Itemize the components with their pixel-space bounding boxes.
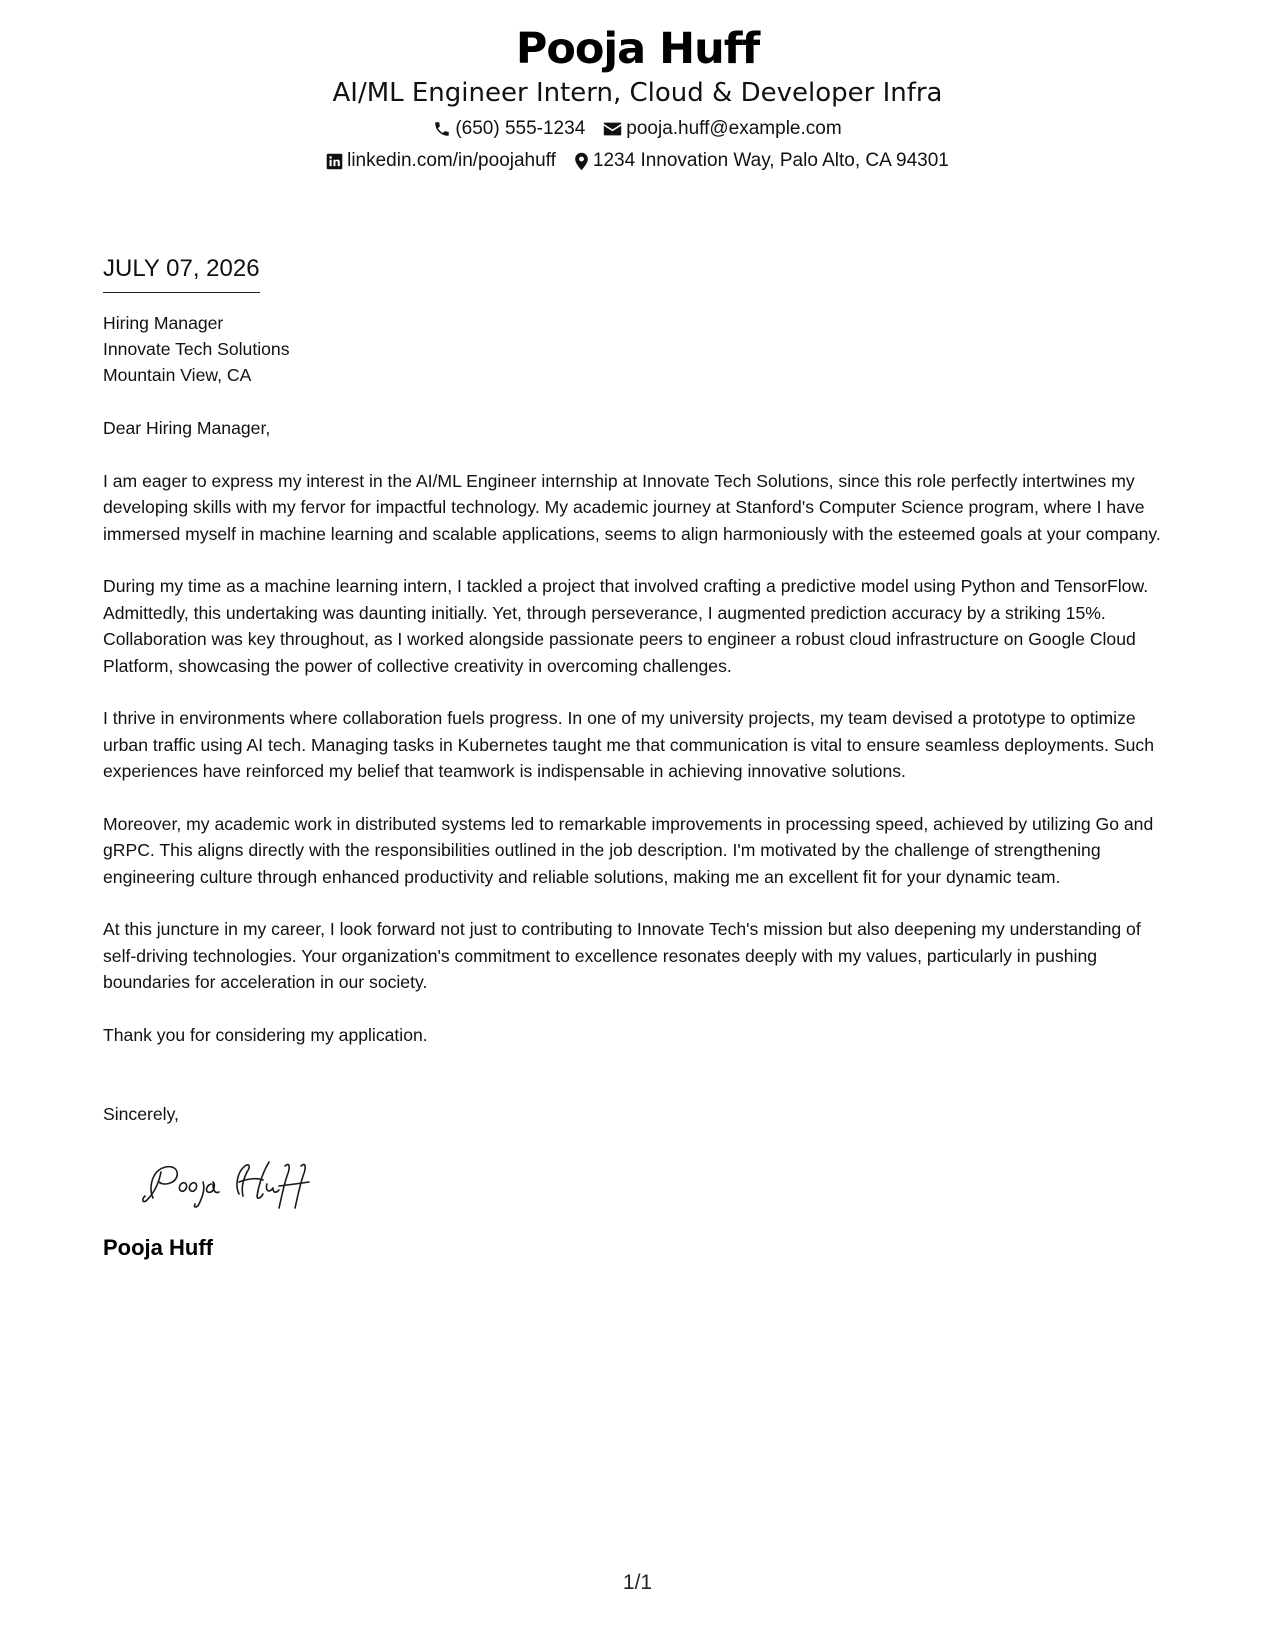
linkedin-icon <box>326 153 343 170</box>
recipient-location: Mountain View, CA <box>103 365 252 385</box>
body-paragraph: I thrive in environments where collaboration fuels progress. In one of my university projects, my team devised a prototype to optimize urban traffic using AI tech. Managing tasks in Kubernetes taught me that communication is vital to ensure seamless deployments. Such experiences have reinforced my belief that teamwork is indispensable in achieving innovative solutions. <box>103 708 1154 781</box>
handwritten-signature <box>139 1150 339 1214</box>
recipient-title: Hiring Manager <box>103 313 224 333</box>
recipient-block <box>103 310 1175 388</box>
letter-date: JULY 07, 2026 <box>103 254 260 293</box>
letter-body <box>103 254 1175 1262</box>
contact-linkedin <box>326 147 556 175</box>
email-address: pooja.huff@example.com <box>626 118 842 139</box>
body-paragraph: During my time as a machine learning intern, I tackled a project that involved crafting a predictive model using Python and TensorFlow. Admittedly, this undertaking was daunting initially. Yet, through perseverance, I augmented prediction accuracy by a striking 15%. Collaboration was key throughout, as I worked alongside passionate peers to engineer a robust cloud infrastructure on Google Cloud Platform, showcasing the power of collective creativity in overcoming challenges. <box>103 576 1149 676</box>
contact-row-primary <box>0 115 1275 143</box>
envelope-icon <box>603 121 622 137</box>
thank-you-line: Thank you for considering my application. <box>103 1024 428 1045</box>
phone-number: (650) 555-1234 <box>455 118 586 139</box>
contact-phone <box>433 115 585 143</box>
phone-icon <box>433 120 451 138</box>
contact-row-secondary <box>0 147 1275 175</box>
street-address: 1234 Innovation Way, Palo Alto, CA 94301 <box>592 150 949 171</box>
linkedin-url: linkedin.com/in/poojahuff <box>347 150 556 171</box>
salutation: Dear Hiring Manager, <box>103 418 271 438</box>
page-number: 1/1 <box>622 1571 653 1594</box>
recipient-company: Innovate Tech Solutions <box>103 339 290 359</box>
signed-name: Pooja Huff <box>103 1234 213 1260</box>
contact-email <box>603 115 841 143</box>
body-paragraph: Moreover, my academic work in distributed systems led to remarkable improvements in processing speed, achieved by utilizing Go and gRPC. This aligns directly with the responsibilities outlined in the job description. I'm motivated by the challenge of strengthening engineering culture through enhanced productivity and reliable solutions, making me an excellent fit for your dynamic team. <box>103 813 1154 887</box>
applicant-role: AI/ML Engineer Intern, Cloud & Developer Infra <box>332 78 943 108</box>
body-paragraph: I am eager to express my interest in the AI/ML Engineer internship at Innovate Tech Solutions, since this role perfectly intertwines my developing skills with my fervor for impactful technology. My academic journey at Stanford's Computer Science program, where I have immersed myself in machine learning and scalable applications, seems to align harmoniously with the esteemed goals at your company. <box>103 470 1161 544</box>
contact-address <box>574 147 949 175</box>
map-marker-icon <box>574 152 589 171</box>
applicant-name: Pooja Huff <box>515 24 760 74</box>
letter-header <box>0 22 1275 175</box>
body-paragraph: At this juncture in my career, I look forward not just to contributing to Innovate Tech's mission but also deepening my understanding of self-driving technologies. Your organization's commitment to excellence resonates deeply with my values, particularly in pushing boundaries for acceleration in our society. <box>103 919 1141 992</box>
closing: Sincerely, <box>103 1104 179 1124</box>
